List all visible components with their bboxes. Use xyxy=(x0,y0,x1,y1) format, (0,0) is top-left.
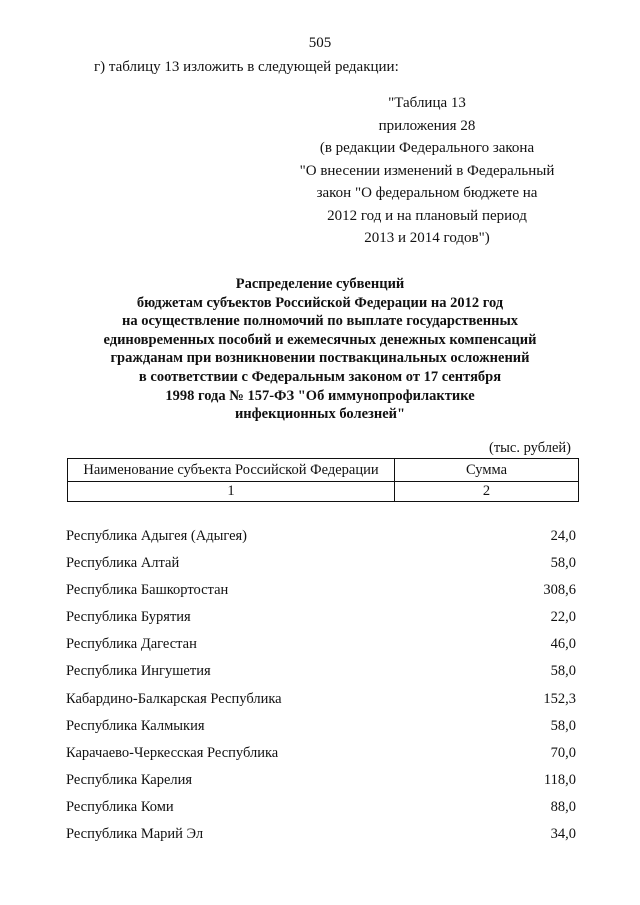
region-amount: 58,0 xyxy=(550,555,576,572)
table-row xyxy=(66,553,576,580)
region-amount: 58,0 xyxy=(550,663,576,680)
region-amount: 22,0 xyxy=(550,609,576,626)
region-name: Республика Башкортостан xyxy=(66,582,229,599)
region-amount: 34,0 xyxy=(550,826,576,843)
heading-line: инфекционных болезней" xyxy=(234,406,406,423)
region-name: Республика Бурятия xyxy=(66,609,191,626)
annex-line: 2013 и 2014 годов") xyxy=(364,230,490,246)
annex-line: закон "О федеральном бюджете на xyxy=(316,185,538,201)
heading-line: на осуществление полномочий по выплате государственных xyxy=(121,313,519,330)
heading-line: Распределение субвенций xyxy=(235,276,405,292)
region-amount: 46,0 xyxy=(550,636,576,653)
header-row xyxy=(68,459,579,482)
region-name: Республика Адыгея (Адыгея) xyxy=(66,528,248,544)
table-row xyxy=(66,770,576,797)
column-number-2: 2 xyxy=(395,482,579,502)
region-name: Кабардино-Балкарская Республика xyxy=(66,690,282,707)
column-number-1: 1 xyxy=(68,482,395,502)
annex-line: 2012 год и на плановый период xyxy=(327,207,527,224)
table-header xyxy=(67,458,579,502)
region-name: Республика Калмыкия xyxy=(66,717,205,734)
heading-line: гражданам при возникновении поствакцинальных осложнений xyxy=(110,350,530,367)
column-number-row xyxy=(68,482,579,502)
heading-line: в соответствии с Федеральным законом от 17 сентября xyxy=(138,368,502,385)
document-heading xyxy=(60,275,580,424)
region-name: Республика Дагестан xyxy=(66,636,197,653)
region-name: Республика Марий Эл xyxy=(66,826,204,843)
region-name: Республика Алтай xyxy=(66,555,180,572)
annex-reference xyxy=(298,92,556,250)
region-amount: 88,0 xyxy=(550,798,576,815)
heading-line: 1998 года № 157-ФЗ "Об иммунопрофилактике xyxy=(165,387,475,404)
table-row xyxy=(66,689,576,716)
column-header-amount: Сумма xyxy=(395,459,579,482)
table-row xyxy=(66,661,576,688)
region-name: Карачаево-Черкесская Республика xyxy=(66,744,279,761)
table-row xyxy=(66,634,576,661)
heading-line: бюджетам субъектов Российской Федерации на 2012 год xyxy=(136,294,504,311)
page-number: 505 xyxy=(308,35,332,51)
heading-line: единовременных пособий и ежемесячных денежных компенсаций xyxy=(103,331,537,348)
region-amount: 70,0 xyxy=(550,744,576,761)
annex-line: (в редакции Федерального закона xyxy=(319,140,535,156)
table-row xyxy=(66,580,576,607)
intro-text: г) таблицу 13 изложить в следующей редакции: xyxy=(94,59,399,75)
table-row xyxy=(66,824,576,851)
table-body xyxy=(66,526,576,851)
annex-line: приложения 28 xyxy=(378,117,476,134)
column-header-name: Наименование субъекта Российской Федерации xyxy=(68,459,395,482)
table-row xyxy=(66,797,576,824)
region-name: Республика Коми xyxy=(66,798,174,815)
table-row xyxy=(66,607,576,634)
region-name: Республика Ингушетия xyxy=(66,663,211,680)
table-row xyxy=(66,716,576,743)
region-amount: 308,6 xyxy=(543,582,576,599)
region-amount: 152,3 xyxy=(543,690,576,707)
region-amount: 58,0 xyxy=(550,717,576,734)
annex-line: "Таблица 13 xyxy=(388,95,466,111)
region-amount: 118,0 xyxy=(543,771,576,788)
region-name: Республика Карелия xyxy=(66,771,193,788)
table-row xyxy=(66,743,576,770)
table-row xyxy=(66,526,576,553)
annex-line: "О внесении изменений в Федеральный xyxy=(299,162,555,179)
units-label: (тыс. рублей) xyxy=(489,440,571,456)
region-amount: 24,0 xyxy=(550,528,576,544)
